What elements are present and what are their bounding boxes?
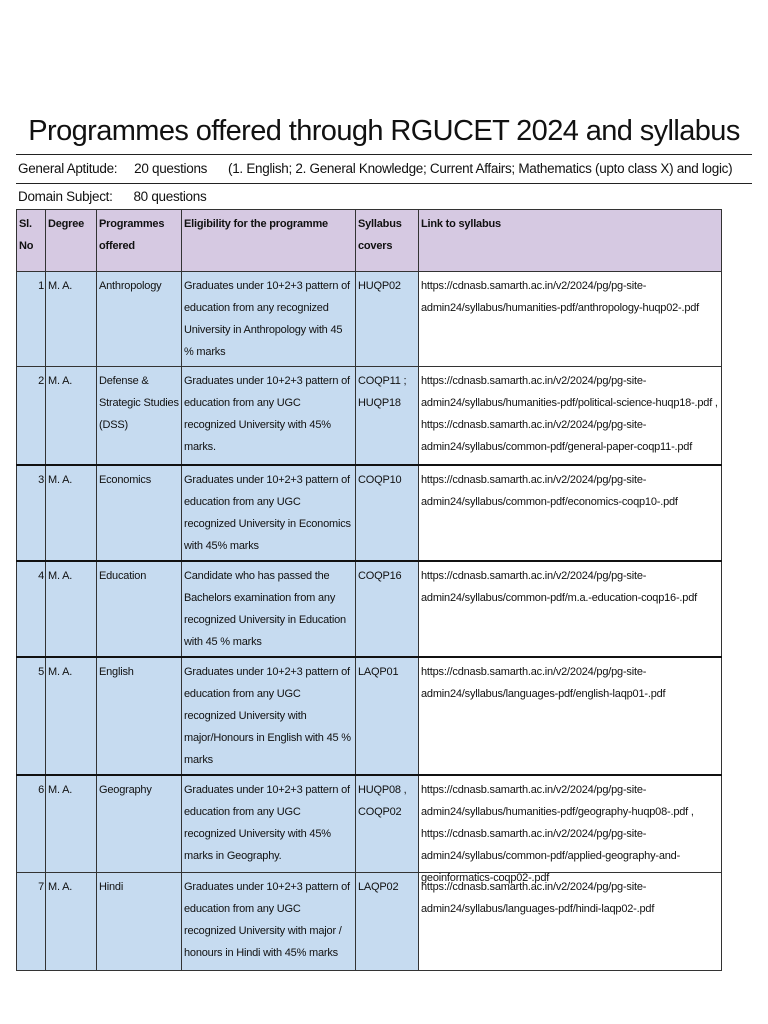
page-title: Programmes offered through RGUCET 2024 and syllabus xyxy=(28,115,740,147)
divider xyxy=(16,154,752,155)
table-row xyxy=(17,873,722,971)
header-sl-no: Sl. No xyxy=(17,210,46,272)
header-syllabus: Syllabus covers xyxy=(356,210,419,272)
cell-link xyxy=(419,873,722,971)
cell-link xyxy=(419,465,722,561)
cell-syllabus: HUQP08 , COQP02 xyxy=(356,775,419,873)
cell-syllabus: HUQP02 xyxy=(356,272,419,367)
cell-programme: Education xyxy=(97,561,182,657)
domain-subject-count: 80 questions xyxy=(133,189,207,204)
cell-sl-no: 5 xyxy=(17,657,46,775)
divider xyxy=(16,183,752,184)
cell-sl-no: 3 xyxy=(17,465,46,561)
cell-sl-no: 1 xyxy=(17,272,46,367)
syllabus-link[interactable]: https://cdnasb.samarth.ac.in/v2/2024/pg/pg-site-admin24/syllabus/common-pdf/m.a.-education-coqp16-.pdf xyxy=(421,569,697,604)
cell-syllabus: COQP10 xyxy=(356,465,419,561)
cell-eligibility: Graduates under 10+2+3 pattern of education from any UGC recognized University in Economics with 45% marks xyxy=(182,465,356,561)
syllabus-link[interactable]: https://cdnasb.samarth.ac.in/v2/2024/pg/pg-site-admin24/syllabus/languages-pdf/english-laqp01-.pdf xyxy=(421,665,666,700)
cell-degree: M. A. xyxy=(46,657,97,775)
syllabus-link[interactable]: https://cdnasb.samarth.ac.in/v2/2024/pg/pg-site-admin24/syllabus/humanities-pdf/anthropology-huqp02-.pdf xyxy=(421,280,700,314)
table-row xyxy=(17,272,722,367)
link-clip xyxy=(421,779,719,884)
header-degree: Degree xyxy=(46,210,97,272)
syllabus-link[interactable]: https://cdnasb.samarth.ac.in/v2/2024/pg/pg-site-admin24/syllabus/humanities-pdf/political-science-huqp18-.pdf , xyxy=(421,375,718,409)
cell-syllabus: COQP11 ; HUQP18 xyxy=(356,367,419,465)
cell-degree: M. A. xyxy=(46,272,97,367)
cell-programme: English xyxy=(97,657,182,775)
cell-degree: M. A. xyxy=(46,367,97,465)
general-aptitude-line xyxy=(18,161,732,176)
cell-sl-no: 7 xyxy=(17,873,46,971)
header-eligibility: Eligibility for the programme xyxy=(182,210,356,272)
cell-syllabus: COQP16 xyxy=(356,561,419,657)
domain-subject-line xyxy=(18,189,206,204)
cell-programme: Anthropology xyxy=(97,272,182,367)
cell-link xyxy=(419,775,722,884)
cell-sl-no: 4 xyxy=(17,561,46,657)
table-row xyxy=(17,561,722,657)
cell-sl-no: 6 xyxy=(17,775,46,873)
syllabus-link[interactable]: https://cdnasb.samarth.ac.in/v2/2024/pg/pg-site-admin24/syllabus/common-pdf/economics-coqp10-.pdf xyxy=(421,473,678,508)
cell-syllabus: LAQP01 xyxy=(356,657,419,775)
cell-sl-no: 2 xyxy=(17,367,46,465)
syllabus-link[interactable]: https://cdnasb.samarth.ac.in/v2/2024/pg/pg-site-admin24/syllabus/languages-pdf/hindi-laqp02-.pdf xyxy=(421,881,655,915)
cell-eligibility: Graduates under 10+2+3 pattern of education from any UGC recognized University with 45% marks in Geography. xyxy=(182,775,356,873)
cell-eligibility: Graduates under 10+2+3 pattern of education from any recognized University in Anthropology with 45 % marks xyxy=(182,272,356,367)
syllabus-link[interactable]: https://cdnasb.samarth.ac.in/v2/2024/pg/pg-site-admin24/syllabus/common-pdf/general-paper-coqp11-.pdf xyxy=(421,419,693,453)
syllabus-link[interactable]: https://cdnasb.samarth.ac.in/v2/2024/pg/pg-site-admin24/syllabus/common-pdf/applied-geography-and-geoinformatics-coqp02-.pdf xyxy=(421,827,681,884)
cell-programme: Geography xyxy=(97,775,182,873)
domain-subject-label: Domain Subject: xyxy=(18,189,113,204)
cell-programme: Hindi xyxy=(97,873,182,971)
cell-link xyxy=(419,657,722,775)
cell-degree: M. A. xyxy=(46,775,97,873)
syllabus-link[interactable]: https://cdnasb.samarth.ac.in/v2/2024/pg/pg-site-admin24/syllabus/humanities-pdf/geography-huqp08-.pdf , xyxy=(421,783,694,818)
cell-degree: M. A. xyxy=(46,465,97,561)
table-row xyxy=(17,465,722,561)
table-header-row xyxy=(17,210,722,272)
general-aptitude-details: (1. English; 2. General Knowledge; Current Affairs; Mathematics (upto class X) and logic) xyxy=(228,161,733,176)
cell-degree: M. A. xyxy=(46,873,97,971)
cell-eligibility: Graduates under 10+2+3 pattern of education from any UGC recognized University with 45% marks. xyxy=(182,367,356,465)
cell-eligibility: Graduates under 10+2+3 pattern of education from any UGC recognized University with major/Honours in English with 45 % marks xyxy=(182,657,356,775)
table-row xyxy=(17,367,722,465)
cell-degree: M. A. xyxy=(46,561,97,657)
cell-programme: Defense & Strategic Studies (DSS) xyxy=(97,367,182,465)
general-aptitude-count: 20 questions xyxy=(134,161,208,176)
cell-programme: Economics xyxy=(97,465,182,561)
cell-eligibility: Candidate who has passed the Bachelors examination from any recognized University in Education with 45 % marks xyxy=(182,561,356,657)
cell-link xyxy=(419,272,722,367)
table-row xyxy=(17,775,722,873)
cell-eligibility: Graduates under 10+2+3 pattern of education from any UGC recognized University with major / honours in Hindi with 45% marks xyxy=(182,873,356,971)
header-link: Link to syllabus xyxy=(419,210,722,272)
programmes-table xyxy=(16,209,722,971)
cell-syllabus: LAQP02 xyxy=(356,873,419,971)
header-programmes: Programmes offered xyxy=(97,210,182,272)
general-aptitude-label: General Aptitude: xyxy=(18,161,118,176)
cell-link xyxy=(419,367,722,465)
cell-link xyxy=(419,561,722,657)
table-row xyxy=(17,657,722,775)
